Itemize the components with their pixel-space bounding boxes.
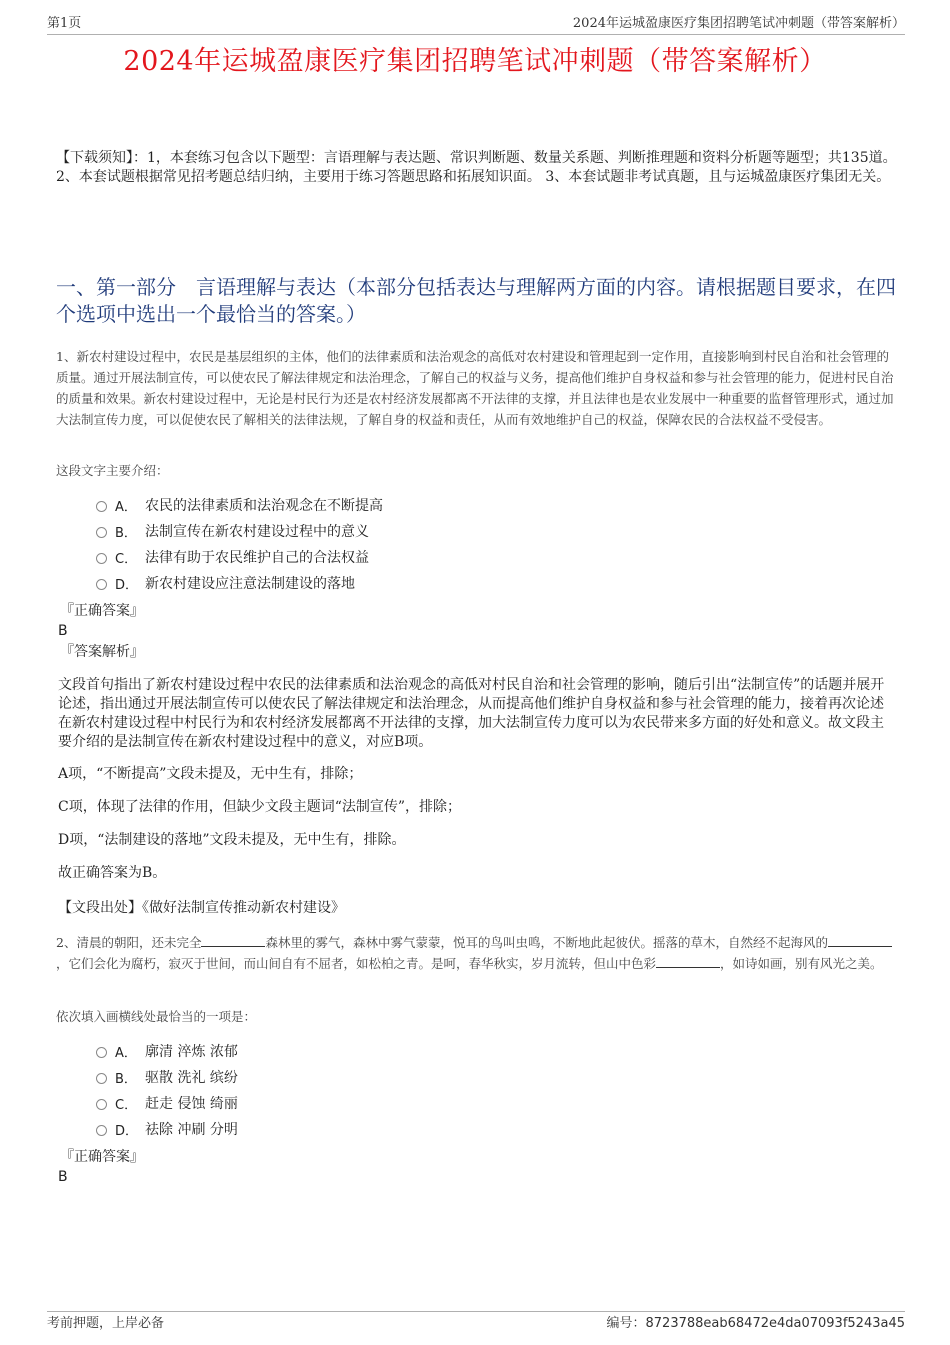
question-2-text bbox=[56, 932, 898, 974]
q1-analysis: 文段首句指出了新农村建设过程中农民的法律素质和法治观念的高低对村民自治和社会管理的影响，随后引出“法制宣传”的话题并展开论述，指出通过开展法制宣传可以使农民了解法律规定和法治理念，从而提高他们维护自身权益和参与社会管理的能力，接着再次论述在新农村建设过程中村民行为和农村经济发展都离不开法律的支撑，加大法制宣传力度可以为农民带来多方面的好处和意义。故文段主要介绍的是法制宣传在新农村建设过程中的意义，对应B项。 bbox=[58, 677, 885, 750]
question-2-prompt: 依次填入画横线处最恰当的一项是： bbox=[56, 1009, 257, 1024]
radio-icon[interactable] bbox=[96, 1099, 107, 1110]
q1-source: 【文段出处】《做好法制宣传推动新农村建设》 bbox=[58, 900, 345, 916]
radio-icon[interactable] bbox=[96, 1125, 107, 1136]
option-text: 祛除 冲刷 分明 bbox=[145, 1122, 238, 1138]
option-letter: B． bbox=[115, 525, 137, 541]
q1-answer: B bbox=[58, 623, 68, 639]
q2-blank-1 bbox=[201, 934, 265, 947]
footer-code bbox=[607, 1315, 906, 1333]
q2-answer-label: 『正确答案』 bbox=[60, 1149, 144, 1165]
q1-analysis-label: 『答案解析』 bbox=[60, 644, 144, 660]
section-title: 一、第一部分 言语理解与表达（本部分包括表达与理解两方面的内容。请根据题目要求，在四个选项中选出一个最恰当的答案。） bbox=[56, 275, 896, 326]
q1-conclusion: 故正确答案为B。 bbox=[58, 865, 167, 881]
radio-icon[interactable] bbox=[96, 501, 107, 512]
footer-code-label: 编号： bbox=[606, 1316, 646, 1331]
radio-icon[interactable] bbox=[96, 553, 107, 564]
option-text: 法律有助于农民维护自己的合法权益 bbox=[145, 550, 369, 566]
option-letter: D． bbox=[115, 1123, 139, 1139]
q1-option-b[interactable] bbox=[96, 518, 796, 544]
option-text: 法制宣传在新农村建设过程中的意义 bbox=[145, 524, 369, 540]
q1-option-d[interactable] bbox=[96, 570, 796, 596]
option-text: 驱散 洗礼 缤纷 bbox=[145, 1070, 238, 1086]
header-doc-name: 2024年运城盈康医疗集团招聘笔试冲刺题（带答案解析） bbox=[572, 16, 905, 31]
q1-option-c-note: C项，体现了法律的作用，但缺少文段主题词“法制宣传”，排除； bbox=[58, 799, 462, 815]
q2-option-a[interactable] bbox=[96, 1038, 796, 1064]
q2-text-part-4: ，如诗如画，别有风光之美。 bbox=[720, 956, 883, 971]
option-letter: A． bbox=[115, 499, 137, 515]
q2-text-part-2: 森林里的雾气，森林中雾气蒙蒙，悦耳的鸟叫虫鸣，不断地此起彼伏。摇落的草木，自然经不起海风的 bbox=[265, 935, 828, 950]
option-text: 赶走 侵蚀 绮丽 bbox=[145, 1096, 238, 1112]
q2-option-c[interactable] bbox=[96, 1090, 796, 1116]
option-letter: A． bbox=[115, 1045, 137, 1061]
page-header bbox=[47, 14, 905, 35]
q1-option-c[interactable] bbox=[96, 544, 796, 570]
q1-option-a[interactable] bbox=[96, 492, 796, 518]
document-title: 2024年运城盈康医疗集团招聘笔试冲刺题（带答案解析） bbox=[123, 46, 827, 77]
question-2-options bbox=[96, 1038, 796, 1142]
download-notice: 【下载须知】：1，本套练习包含以下题型：言语理解与表达题、常识判断题、数量关系题、判断推理题和资料分析题等题型；共135道。 2、本套试题根据常见招考题总结归纳，主要用于练习答题思路和拓展知识面。 3、本套试题非考试真题，且与运城盈康医疗集团无关。 bbox=[56, 150, 897, 185]
q1-option-a-note: A项，“不断提高”文段未提及，无中生有，排除； bbox=[58, 766, 363, 782]
option-letter: B． bbox=[115, 1071, 137, 1087]
radio-icon[interactable] bbox=[96, 579, 107, 590]
q2-blank-2 bbox=[828, 934, 892, 947]
option-text: 廓清 淬炼 浓郁 bbox=[145, 1044, 238, 1060]
q2-text-part-1: 2、清晨的朝阳，还未完全 bbox=[56, 935, 202, 950]
page-footer bbox=[47, 1311, 905, 1332]
footer-slogan: 考前押题，上岸必备 bbox=[47, 1316, 165, 1331]
option-letter: C． bbox=[115, 1097, 138, 1113]
radio-icon[interactable] bbox=[96, 1047, 107, 1058]
radio-icon[interactable] bbox=[96, 1073, 107, 1084]
radio-icon[interactable] bbox=[96, 527, 107, 538]
page-number: 第1页 bbox=[47, 16, 82, 31]
q1-option-d-note: D项，“法制建设的落地”文段未提及，无中生有，排除。 bbox=[58, 832, 406, 848]
q2-blank-3 bbox=[656, 955, 720, 968]
q2-answer: B bbox=[58, 1169, 68, 1185]
q1-answer-label: 『正确答案』 bbox=[60, 603, 144, 619]
q2-option-b[interactable] bbox=[96, 1064, 796, 1090]
option-text: 新农村建设应注意法制建设的落地 bbox=[145, 576, 355, 592]
q2-option-d[interactable] bbox=[96, 1116, 796, 1142]
footer-code-value: 8723788eab68472e4da07093f5243a45 bbox=[645, 1316, 905, 1331]
q2-text-part-3: ，它们会化为腐朽，寂灭于世间，而山间自有不屈者，如松柏之青。是呵，春华秋实，岁月流转，但山中色彩 bbox=[56, 956, 657, 971]
option-letter: D． bbox=[115, 577, 139, 593]
question-1-prompt: 这段文字主要介绍： bbox=[56, 463, 169, 478]
question-1-text: 1、新农村建设过程中，农民是基层组织的主体，他们的法律素质和法治观念的高低对农村建设和管理起到一定作用，直接影响到村民自治和社会管理的质量。通过开展法制宣传，可以使农民了解法律规定和法治理念，了解自己的权益与义务，提高他们维护自身权益和参与社会管理的能力，促进村民自治的质量和效果。新农村建设过程中，无论是村民行为还是农村经济发展都离不开法律的支撑，并且法律也是农业发展中一种重要的监督管理形式，通过加大法制宣传力度，可以促使农民了解相关的法律法规，了解自身的权益和责任，从而有效地维护自己的权益，保障农民的合法权益不受侵害。 bbox=[56, 349, 894, 427]
option-text: 农民的法律素质和法治观念在不断提高 bbox=[145, 498, 383, 514]
question-1-options bbox=[96, 492, 796, 596]
option-letter: C． bbox=[115, 551, 138, 567]
